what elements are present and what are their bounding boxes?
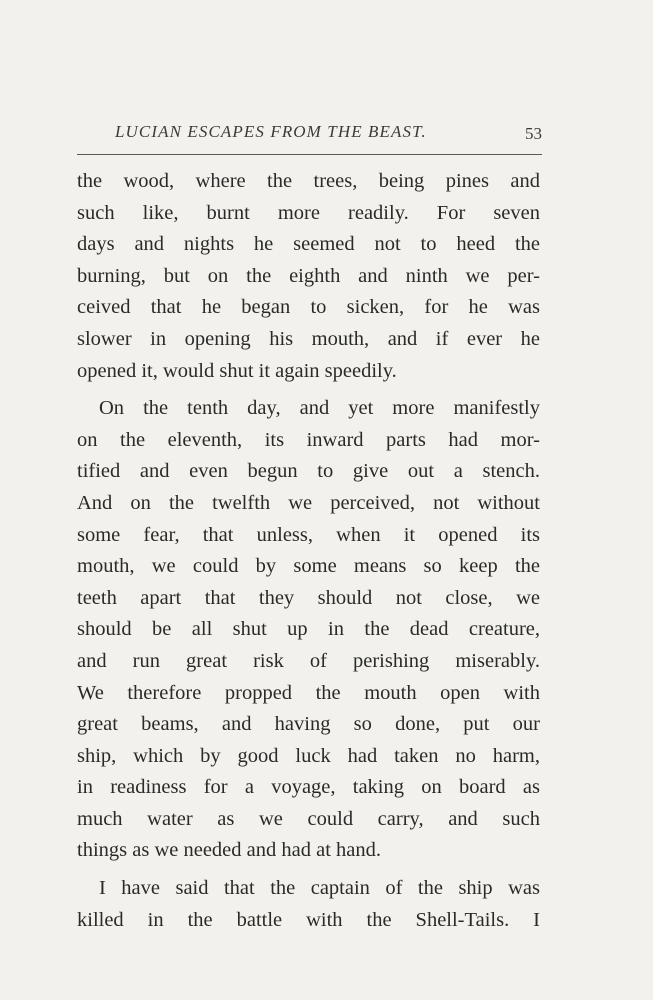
text-line: days and nights he seemed not to heed the xyxy=(77,233,540,256)
text-line: things as we needed and had at hand. xyxy=(77,839,381,862)
paragraph-2 xyxy=(77,393,540,867)
text-line: should be all shut up in the dead creature, xyxy=(77,618,540,641)
text-line: such like, burnt more readily. For seven xyxy=(77,201,540,224)
text-line: ceived that he began to sicken, for he was xyxy=(77,296,540,319)
text-line: slower in opening his mouth, and if ever he xyxy=(77,327,540,350)
body-text xyxy=(77,166,540,936)
text-line: teeth apart that they should not close, we xyxy=(77,586,540,609)
paragraph-1 xyxy=(77,166,540,387)
text-line: some fear, that unless, when it opened its xyxy=(77,523,540,546)
text-line: mouth, we could by some means so keep the xyxy=(77,555,540,578)
text-line: much water as we could carry, and such xyxy=(77,807,540,830)
text-line: the wood, where the trees, being pines and xyxy=(77,170,540,192)
text-line: ship, which by good luck had taken no harm, xyxy=(77,744,540,767)
text-line: I have said that the captain of the ship was xyxy=(99,877,540,900)
header-rule xyxy=(77,154,542,155)
text-line: killed in the battle with the Shell-Tails. I xyxy=(77,908,540,931)
text-line: in readiness for a voyage, taking on board as xyxy=(77,776,540,799)
page-number: 53 xyxy=(525,124,542,143)
paragraph-3 xyxy=(77,873,540,936)
text-line: burning, but on the eighth and ninth we per- xyxy=(77,264,540,287)
running-head: LUCIAN ESCAPES FROM THE BEAST. xyxy=(115,122,427,141)
text-line: We therefore propped the mouth open with xyxy=(77,681,540,704)
text-line: great beams, and having so done, put our xyxy=(77,713,540,736)
text-line: opened it, would shut it again speedily. xyxy=(77,359,397,382)
text-line: tified and even begun to give out a stench. xyxy=(77,460,540,483)
page-header xyxy=(77,118,542,148)
text-line: On the tenth day, and yet more manifestly xyxy=(99,397,540,420)
text-line: on the eleventh, its inward parts had mor- xyxy=(77,428,540,451)
text-line: and run great risk of perishing miserably. xyxy=(77,649,540,672)
text-line: And on the twelfth we perceived, not without xyxy=(77,491,540,514)
